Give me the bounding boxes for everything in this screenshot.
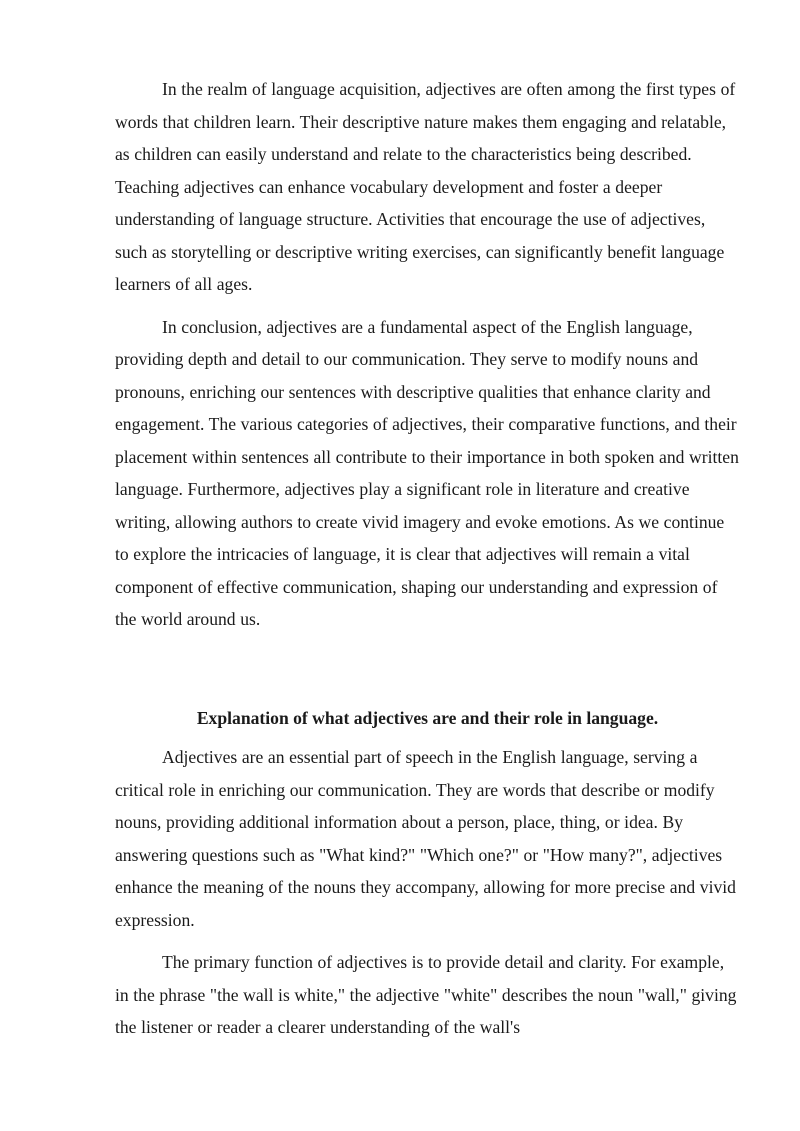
body-paragraph-conclusion: In conclusion, adjectives are a fundamental aspect of the English language, providing depth and detail to our communication. They serve to modify nouns and pronouns, enriching our sentences with descriptive qualities that enhance clarity and engagement. The various categories of adjectives, their comparative functions, and their placement within sentences all contribute to their importance in both spoken and written language. Furthermore, adjectives play a significant role in literature and creative writing, allowing authors to create vivid imagery and evoke emotions. As we continue to explore the intricacies of language, it is clear that adjectives will remain a vital component of effective communication, shaping our understanding and expression of the world around us. xyxy=(115,316,739,629)
document-page xyxy=(115,73,740,1054)
section-heading: Explanation of what adjectives are and their role in language. xyxy=(196,707,659,728)
body-paragraph-language-acquisition: In the realm of language acquisition, adjectives are often among the first types of words that children learn. Their descriptive nature makes them engaging and relatable, as children can easily understand and relate to the characteristics being described. Teaching adjectives can enhance vocabulary development and foster a deeper understanding of language structure. Activities that encourage the use of adjectives, such as storytelling or descriptive writing exercises, can significantly benefit language learners of all ages. xyxy=(115,79,736,294)
body-paragraph-primary-function: The primary function of adjectives is to provide detail and clarity. For example, in the phrase "the wall is white," the adjective "white" describes the noun "wall," giving the listener or reader a clearer understanding of the wall's xyxy=(115,952,737,1037)
body-paragraph-definition: Adjectives are an essential part of speech in the English language, serving a critical role in enriching our communication. They are words that describe or modify nouns, providing additional information about a person, place, thing, or idea. By answering questions such as "What kind?" "Which one?" or "How many?", adjectives enhance the meaning of the nouns they accompany, allowing for more precise and vivid expression. xyxy=(115,747,736,930)
